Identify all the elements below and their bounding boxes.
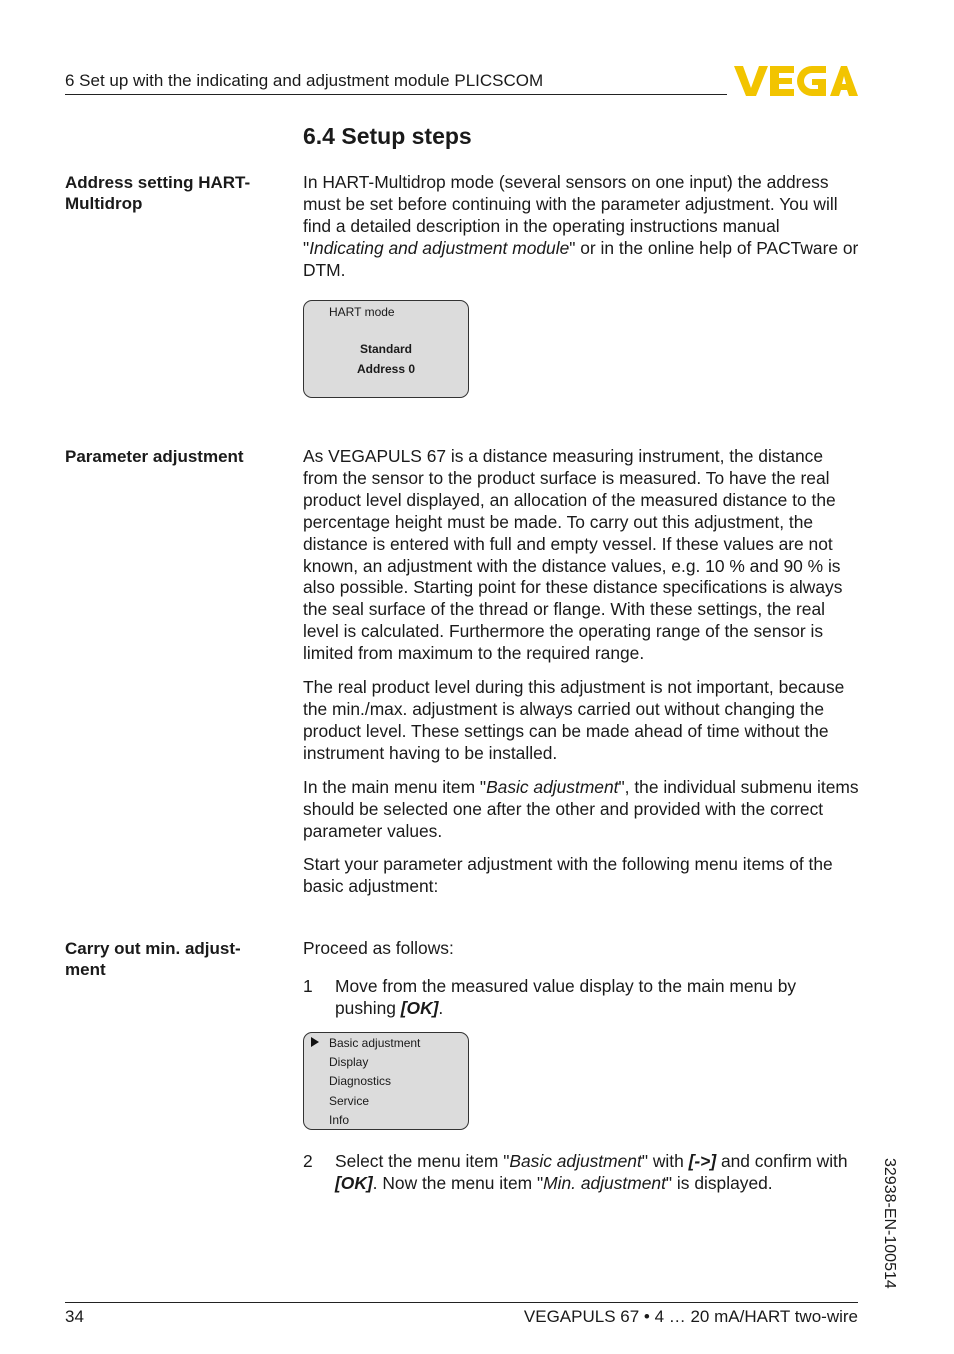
parameter-side-heading: Parameter adjustment [65, 447, 244, 466]
hart-mode-display [303, 300, 469, 398]
step-2-text-e: " is displayed. [665, 1172, 773, 1193]
hart-display-title: HART mode [329, 305, 395, 319]
menu-item: Info [329, 1113, 350, 1127]
step-2-text-b: " with [641, 1151, 689, 1171]
address-side-heading: Address setting HART-Multidrop [65, 173, 251, 213]
menu-item: Display [329, 1055, 369, 1069]
step-2-em-2: Min. adjustment [543, 1172, 666, 1193]
menu-item: Basic adjustment [329, 1036, 421, 1050]
min-adjust-intro: Proceed as follows: [303, 938, 454, 958]
step-2-text-c: and confirm with [716, 1151, 848, 1171]
hart-display-line1: Standard [359, 342, 412, 356]
step-2 [303, 1151, 859, 1195]
parameter-paragraphs [303, 446, 859, 910]
parameter-p3 [303, 777, 859, 843]
step-2-text-a: Select the menu item " [335, 1151, 510, 1171]
section-title: 6.4 Setup steps [303, 123, 472, 149]
parameter-p3-b: ", the individual submenu items should be selected one after the other and provided with the correct parameter values. [303, 776, 859, 841]
min-adjust-side-heading: Carry out min. adjust-ment [65, 939, 241, 979]
parameter-p3-a: In the main menu item " [303, 776, 487, 797]
address-text-em: Indicating and adjustment module [309, 237, 570, 258]
step-1-number: 1 [303, 976, 313, 996]
parameter-p4: Start your parameter adjustment with the following menu items of the basic adjustment: [303, 854, 833, 897]
step-1-text-a: Move from the measured value display to the main menu by pushing [335, 976, 797, 1018]
address-text-1: In HART-Multidrop mode (several sensors on one input) the address must be set before continuing with the parameter adjustment. You will find a detailed description in the operating instructions manual " [303, 172, 838, 258]
step-2-key-1: [->] [688, 1151, 717, 1171]
step-2-text-d: . Now the menu item " [372, 1172, 544, 1193]
step-2-em-1: Basic adjustment [509, 1151, 642, 1171]
chapter-header: 6 Set up with the indicating and adjustment module PLICSCOM [65, 71, 544, 90]
parameter-p2: The real product level during this adjustment is not important, because the min./max. adjustment is always carried out without changing the product level. These settings can be made ahead of time without the instrument having to be installed. [303, 677, 845, 763]
main-menu-display [303, 1032, 469, 1130]
step-2-key-2: [OK] [335, 1172, 373, 1193]
address-text-2: " or in the online help of PACTware or DTM. [303, 237, 859, 280]
footer-product: VEGAPULS 67 • 4 … 20 mA/HART two-wire [523, 1307, 858, 1326]
header-rule [65, 94, 727, 95]
step-2-number: 2 [303, 1151, 313, 1171]
menu-item: Service [329, 1094, 370, 1108]
page-number: 34 [65, 1307, 84, 1326]
footer-rule [65, 1302, 858, 1303]
parameter-p3-em: Basic adjustment [486, 776, 619, 797]
vega-logo [734, 64, 858, 98]
hart-display-line2: Address 0 [356, 362, 416, 376]
menu-item: Diagnostics [329, 1074, 392, 1088]
step-1-text-b: . [438, 997, 444, 1018]
address-paragraph [303, 172, 859, 294]
menu-cursor-icon [311, 1037, 319, 1047]
step-1-key: [OK] [400, 997, 439, 1018]
parameter-p1: As VEGAPULS 67 is a distance measuring instrument, the distance from the sensor to the product surface is measured. To have the real product level displayed, an allocation of the measured distance to the percentage height must be made. To carry out this adjustment, the distance is entered with full and empty vessel. If these values are not known, an adjustment with the distance values, e.g. 10 % and 90 % is also possible. Starting point for these distance specifications is always the seal surface of the thread or flange. With these settings, the real level is calculated. Furthermore the operating range of the sensor is limited from maximum to the required range. [303, 446, 843, 664]
step-1 [303, 976, 859, 1020]
document-code: 32938-EN-100514 [881, 1158, 898, 1289]
